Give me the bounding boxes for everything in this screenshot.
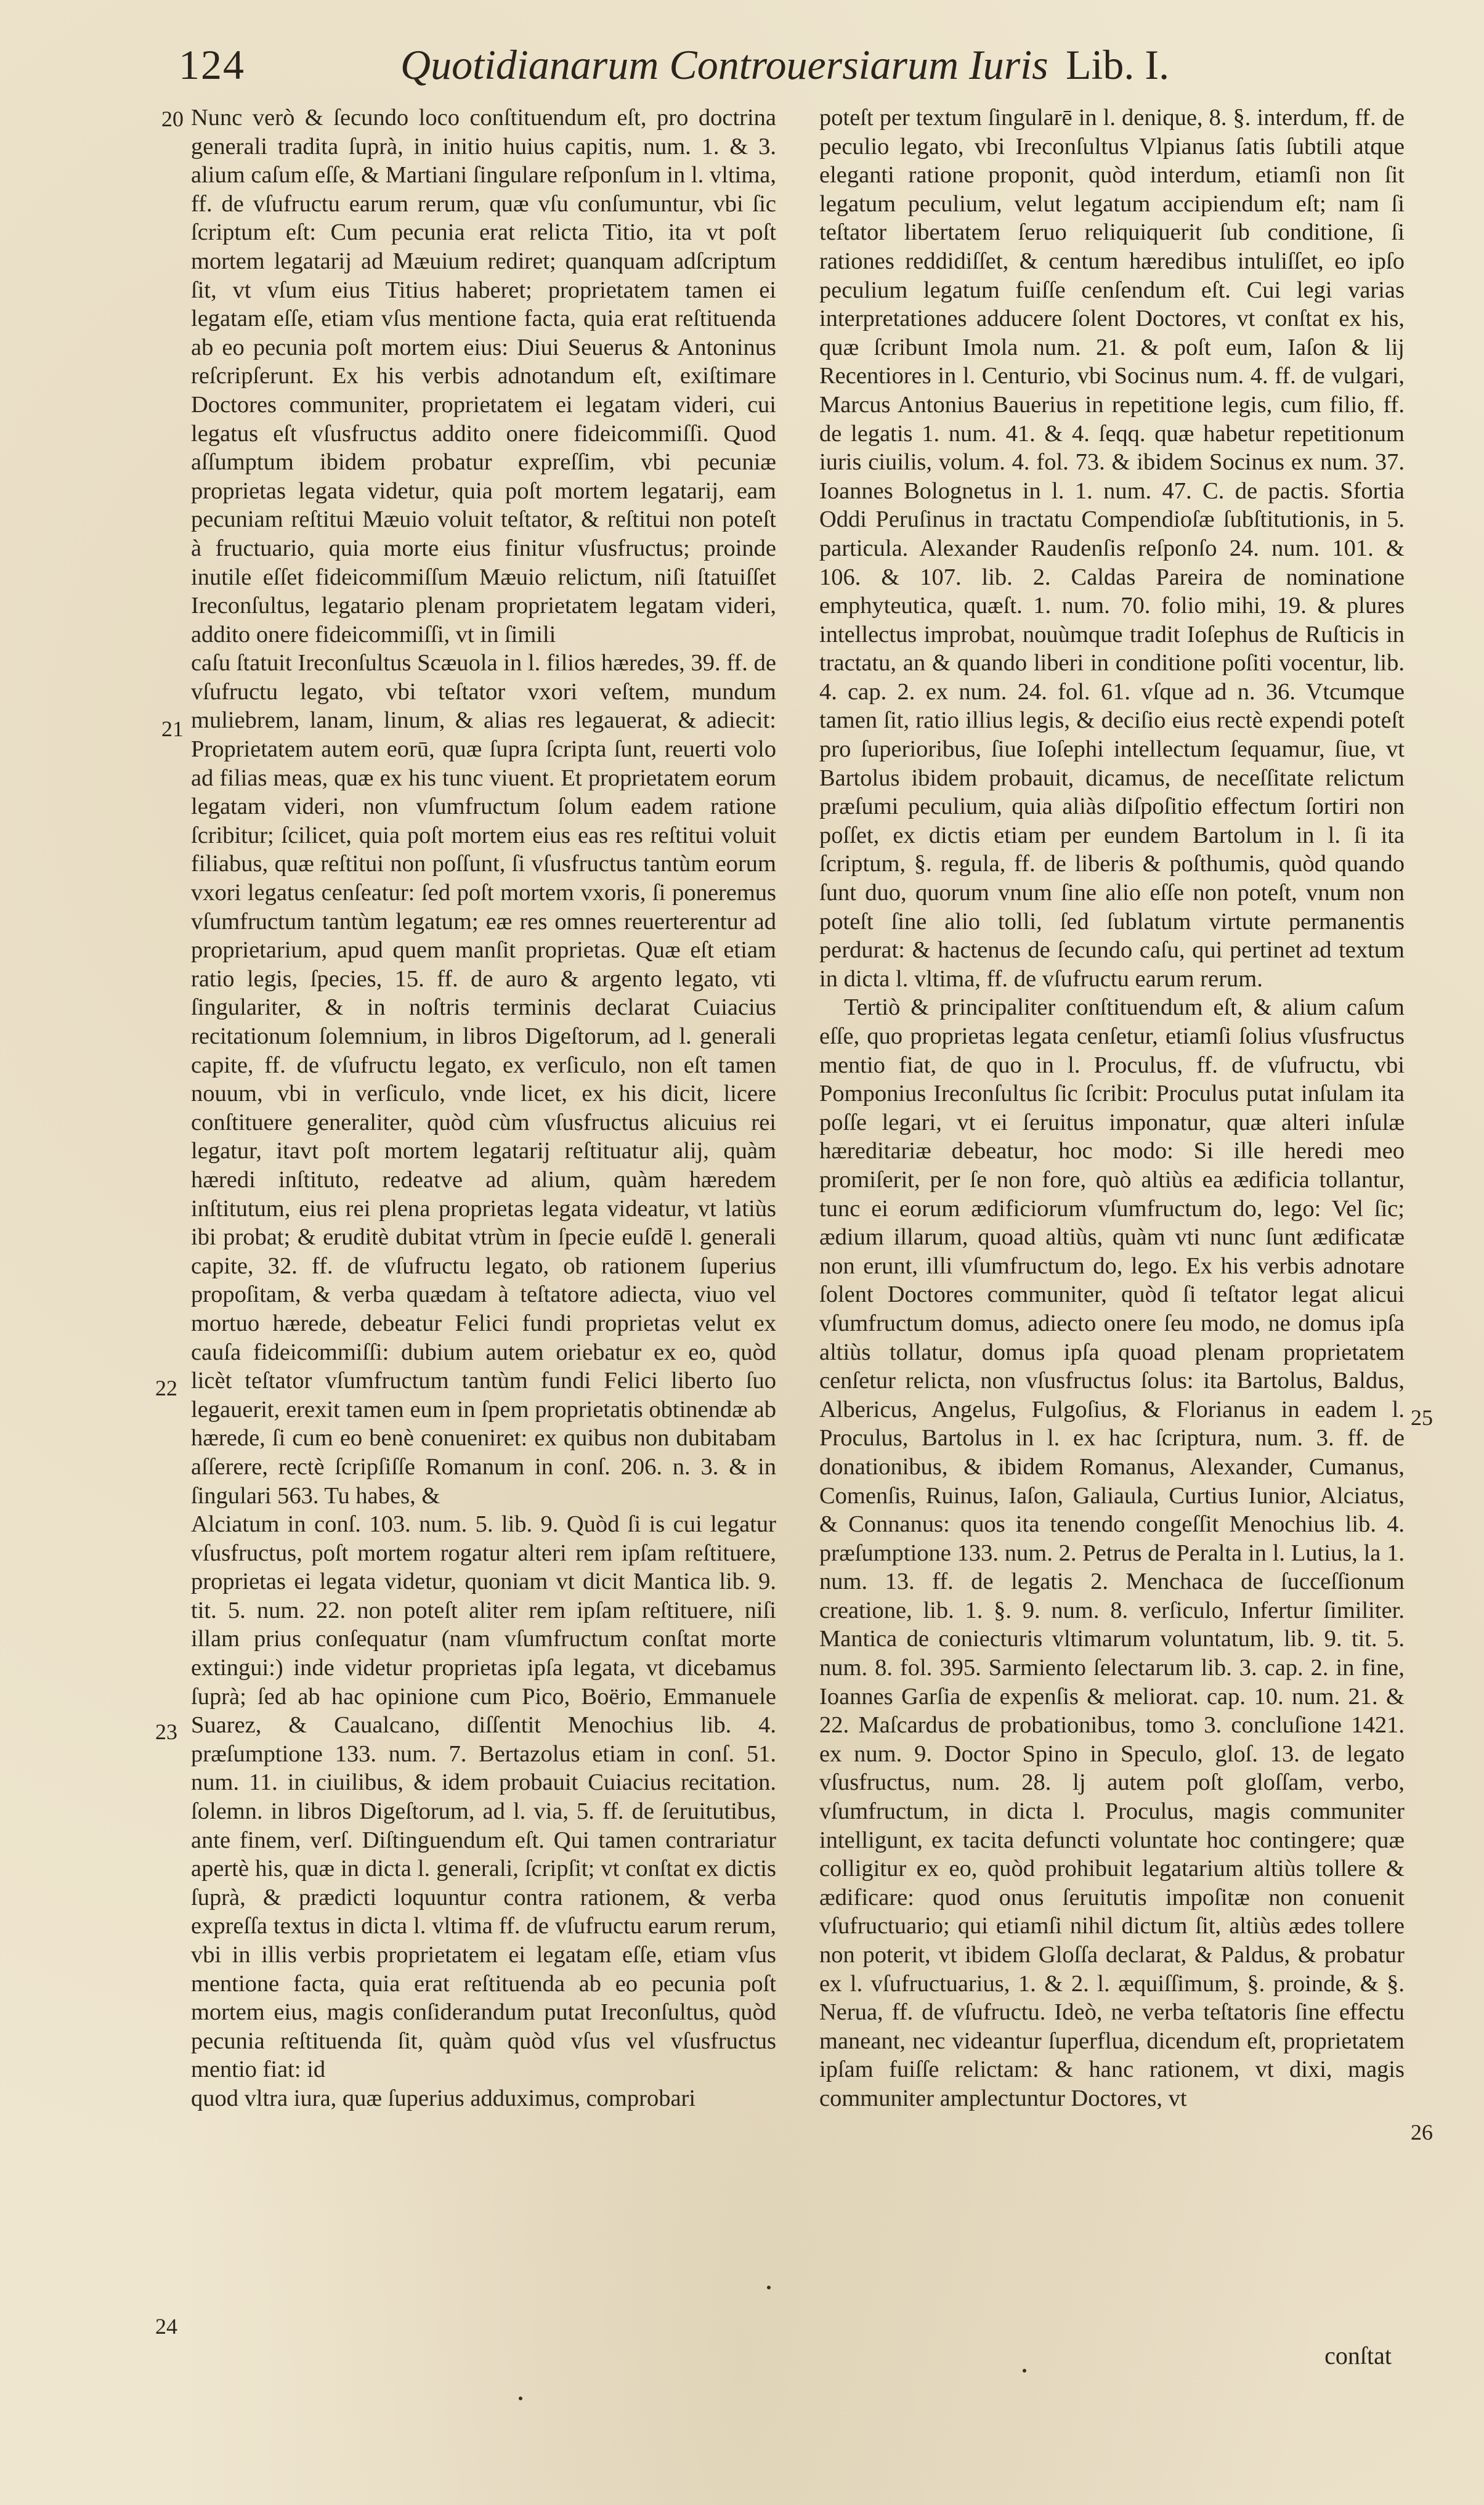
margin-number: 22 <box>155 1376 177 1400</box>
paragraph: quod vltra iura, quæ ſuperius adduximus, comprobari <box>191 2085 696 2111</box>
book-label: Lib. I. <box>1066 41 1170 88</box>
right-column <box>819 104 1405 2113</box>
page-header <box>179 36 1380 97</box>
margin-number: 25 <box>1411 1405 1433 1430</box>
margin-number: 26 <box>1411 2120 1433 2145</box>
margin-number: 20 <box>161 107 184 131</box>
paragraph: Alciatum in conſ. 103. num. 5. lib. 9. Quòd ſi is cui legatur vſusfructus, poſt mortem rogatur alteri rem ipſam reſtituere, proprietas ei legata videtur, quoniam vt dicit Mantica lib. 9. tit. 5. num. 22. non poteſt aliter rem ipſam reſtituere, niſi illam prius conſequatur (nam vſumfructum conſtat morte extingui:) inde videtur proprietas ipſa legata, vt dicebamus ſuprà; ſed ab hac opinione cum Pico, Boërio, Emmanuele Suarez, & Caualcano, diſſentit Menochius lib. 4. præſumptione 133. num. 7. Bertazolus etiam in conſ. 51. num. 11. in ciuilibus, & idem probauit Cuiacius recitation. ſolemn. in libros Digeſtorum, ad l. via, 5. ff. de ſeruitutibus, ante finem, verſ. Diſtinguendum eſt. Qui tamen contrariatur apertè his, quæ in dicta l. generali, ſcripſit; vt conſtat ex dictis ſuprà, & prædicti loquuntur contra rationem, & verba expreſſa textus in dicta l. vltima ff. de vſufructu earum rerum, vbi in illis verbis proprietatem ei legatam eſſe, etiam vſus mentione facta, quia erat reſtituenda ab eo pecunia poſt mortem eius, magis conſiderandum putat Ireconſultus, quòd pecunia reſtituenda ſit, quàm quòd vſus vel vſusfructus mentio fiat: id <box>191 1511 776 2083</box>
margin-number: 23 <box>155 1719 177 1744</box>
page-number: 124 <box>179 41 245 88</box>
ink-spot <box>1023 2369 1026 2373</box>
margin-number: 21 <box>161 717 184 741</box>
ink-spot <box>767 2286 771 2289</box>
ink-spot <box>519 2397 522 2400</box>
running-title: Quotidianarum Controuersiarum Iuris <box>400 41 1048 88</box>
left-column <box>191 104 776 2113</box>
catchword: conſtat <box>1324 2342 1392 2369</box>
paragraph: caſu ſtatuit Ireconſultus Scæuola in l. filios hæredes, 39. ff. de vſufructu legato, vbi teſtator vxori veſtem, mundum muliebrem, lanam, linum, & alias res legauerat, & adiecit: Proprietatem autem eorū, quæ ſupra ſcripta ſunt, reuerti volo ad filias meas, quæ ex his tunc viuent. Et proprietatem eorum legatam videri, non vſumfructum ſolum eadem ratione ſcribitur; ſcilicet, quia poſt mortem eius eas res reſtitui voluit filiabus, quæ reſtitui non poſſunt, ſi vſusfructus tantùm eorum vxori legatus cenſeatur: ſed poſt mortem vxoris, ſi poneremus vſumfructum tantùm legatum; eæ res omnes reuerterentur ad proprietarium, apud quem manſit proprietas. Quæ eſt etiam ratio legis, ſpecies, 15. ff. de auro & argento legato, vti ſingulariter, & in noſtris terminis declarat Cuiacius recitationum ſolemnium, in libros Digeſtorum, ad l. generali capite, ff. de vſufructu legato, ex verſiculo, non eſt tamen nouum, vbi in verſiculo, vnde licet, ex his dicit, licere conſtituere generaliter, quòd cùm vſusfructus alicuius rei legatur, itavt poſt mortem legatarij reſtituatur alij, quàm hæredi inſtituto, redeatve ad alium, quàm hæredem inſtitutum, eius rei plena proprietas legata videatur, vt latiùs ibi probat; & eruditè dubitat vtrùm in ſpecie euſdē l. generali capite, 32. ff. de vſufructu legato, ob rationem ſuperius propoſitam, & verba quædam à teſtatore adiecta, viuo vel mortuo hærede, debeatur Felici fundi proprietas velut ex cauſa fideicommiſſi: dubium autem oriebatur ex eo, quòd licèt teſtator vſumfructum tantùm fundi Felici liberto ſuo legauerit, erexit tamen eum in ſpem proprietatis obtinendæ ab hærede, ſi cum eo benè conueniret: ex quibus non dubitabam aſſerere, rectè ſcripſiſſe Romanum in conſ. 206. n. 3. & in ſingulari 563. Tu habes, & <box>191 650 776 1509</box>
paragraph: Tertiò & principaliter conſtituendum eſt, & alium caſum eſſe, quo proprietas legata cenſetur, etiamſi ſolius vſusfructus mentio fiat, de quo in l. Proculus, ff. de vſufructu, vbi Pomponius Ireconſultus ſic ſcribit: Proculus putat inſulam ita poſſe legari, vt ei ſeruitus imponatur, quæ alteri inſulæ hæreditariæ debeatur, hoc modo: Si ille heredi meo promiſerit, per ſe non fore, quò altiùs ea ædificia tollantur, tunc ei eorum ædificiorum vſumfructum do, lego: Vel ſic; ædium illarum, quoad altiùs, quàm vti nunc ſunt ædificatæ non erunt, illi vſumfructum do, lego. Ex his verbis adnotare ſolent Doctores communiter, quòd ſi teſtator legat alicui vſumfructum domus, adiecto onere ſeu modo, ne domus ipſa altiùs tollatur, domus ipſa quoad plenam proprietatem cenſetur relicta, non vſusfructus ſolus: ita Bartolus, Baldus, Albericus, Angelus, Fulgoſius, & Florianus in eadem l. Proculus, Bartolus in l. ex hac ſcriptura, num. 3. ff. de donationibus, & ibidem Romanus, Alexander, Cumanus, Comenſis, Ruinus, Iaſon, Galiaula, Curtius Iunior, Alciatus, & Connanus: quos ita tenendo congeſſit Menochius lib. 4. præſumptione 133. num. 2. Petrus de Peralta in l. Lutius, la 1. num. 13. ff. de legatis 2. Menchaca de ſucceſſionum creatione, lib. 1. §. 9. num. 8. verſiculo, Infertur ſimiliter. Mantica de coniecturis vltimarum voluntatum, lib. 9. tit. 5. num. 8. fol. 395. Sarmiento ſelectarum lib. 3. cap. 2. in fine, Ioannes Garſia de expenſis & meliorat. cap. 10. num. 21. & 22. Maſcardus de probationibus, tomo 3. concluſione 1421. ex num. 9. Doctor Spino in Speculo, gloſ. 13. de legato vſusfructus, num. 28. lj autem poſt gloſſam, verbo, vſumfructum, in dicta l. Proculus, magis communiter intelligunt, ex tacita defuncti voluntate hoc contingere; quæ colligitur ex eo, quòd prohibuit legatarium altiùs tollere & ædificare: quod onus ſeruitutis impoſitæ non conuenit vſufructuario; qui etiamſi nihil dictum ſit, altiùs ædes tollere non poterit, vt ibidem Gloſſa declarat, & Paldus, & probatur ex l. vſufructuarius, 1. & 2. l. æquiſſimum, §. proinde, & §. Nerua, ff. de vſufructu. Ideò, ne verba teſtatoris ſine effectu maneant, nec videantur ſuperflua, dicendum eſt, proprietatem ipſam fuiſſe relictam: & hanc rationem, vt dixi, magis communiter amplectuntur Doctores, vt <box>819 994 1405 2111</box>
paragraph: Nunc verò & ſecundo loco conſtituendum eſt, pro doctrina generali tradita ſuprà, in initio huius capitis, num. 1. & 3. alium caſum eſſe, & Martiani ſingulare reſponſum in l. vltima, ff. de vſufructu earum rerum, quæ vſu conſumuntur, vbi ſic ſcriptum eſt: Cum pecunia erat relicta Titio, ita vt poſt mortem legatarij ad Mæuium rediret; quanquam adſcriptum ſit, vt vſum eius Titius haberet; proprietatem tamen ei legatam eſſe, etiam vſus mentione facta, quia erat reſtituenda ab eo pecunia poſt mortem eius: Diui Seuerus & Antoninus reſcripſerunt. Ex his verbis adnotandum eſt, exiſtimare Doctores communiter, proprietatem ei legatam videri, cui legatus eſt vſusfructus addito onere fideicommiſſi. Quod aſſumptum ibidem probatur expreſſim, vbi pecuniæ proprietas legata videtur, quia poſt mortem legatarij, eam pecuniam reſtitui Mæuio voluit teſtator, & reſtitui non poteſt à fructuario, quia morte eius finitur vſusfructus; proinde inutile eſſet fideicommiſſum Mæuio relictum, niſi ſtatuiſſet Ireconſultus, legatario plenam proprietatem legatam videri, addito onere fideicommiſſi, vt in ſimili <box>191 105 776 648</box>
margin-number: 24 <box>155 2314 177 2339</box>
paragraph: poteſt per textum ſingularē in l. denique, 8. §. interdum, ff. de peculio legato, vbi Ireconſultus Vlpianus ſatis ſubtili atque eleganti ratione proponit, quòd interdum, etiamſi non ſit legatum peculium, velut legatum accipiendum eſt; nam ſi teſtator libertatem ſeruo reliquiquerit ſub conditione, ſi rationes reddidiſſet, & centum hæredibus intuliſſet, eo ipſo peculium legatum fuiſſe cenſendum eſt. Cui legi varias interpretationes adducere ſolent Doctores, vt conſtat ex his, quæ ſcribunt Imola num. 21. & poſt eum, Iaſon & lij Recentiores in l. Centurio, vbi Socinus num. 4. ff. de vulgari, Marcus Antonius Bauerius in repetitione legis, cum filio, ff. de legatis 1. num. 41. & 4. ſeqq. quæ habetur repetitionum iuris ciuilis, volum. 4. fol. 73. & ibidem Socinus ex num. 37. Ioannes Bolognetus in l. 1. num. 47. C. de pactis. Sfortia Oddi Peruſinus in tractatu Compendioſæ ſubſtitutionis, in 5. particula. Alexander Raudenſis reſponſo 24. num. 101. & 106. & 107. lib. 2. Caldas Pareira de nominatione emphyteutica, quæſt. 1. num. 70. folio mihi, 19. & plures intellectus improbat, nouùmque tradit Ioſephus de Ruſticis in tractatu, an & quando liberi in conditione poſiti vocentur, lib. 4. cap. 2. ex num. 24. fol. 61. vſque ad n. 36. Vtcumque tamen ſit, ratio illius legis, & deciſio eius rectè expendi poteſt pro ſuperioribus, ſiue Ioſephi intellectum ſequamur, ſiue, vt Bartolus ibidem probauit, dicamus, de neceſſitate relictum præſumi peculium, quia aliàs diſpoſitio effectum ſortiri non poſſet, ex dictis etiam per eundem Bartolum in l. ſi ita ſcriptum, §. regula, ff. de liberis & poſthumis, quòd quando ſunt duo, quorum vnum ſine alio eſſe non poteſt, vnum non poteſt ſine alio tolli, ſed ſublatum virtute permanentis perdurat: & hactenus de ſecundo caſu, qui pertinet ad textum in dicta l. vltima, ff. de vſufructu earum rerum. <box>819 105 1405 992</box>
